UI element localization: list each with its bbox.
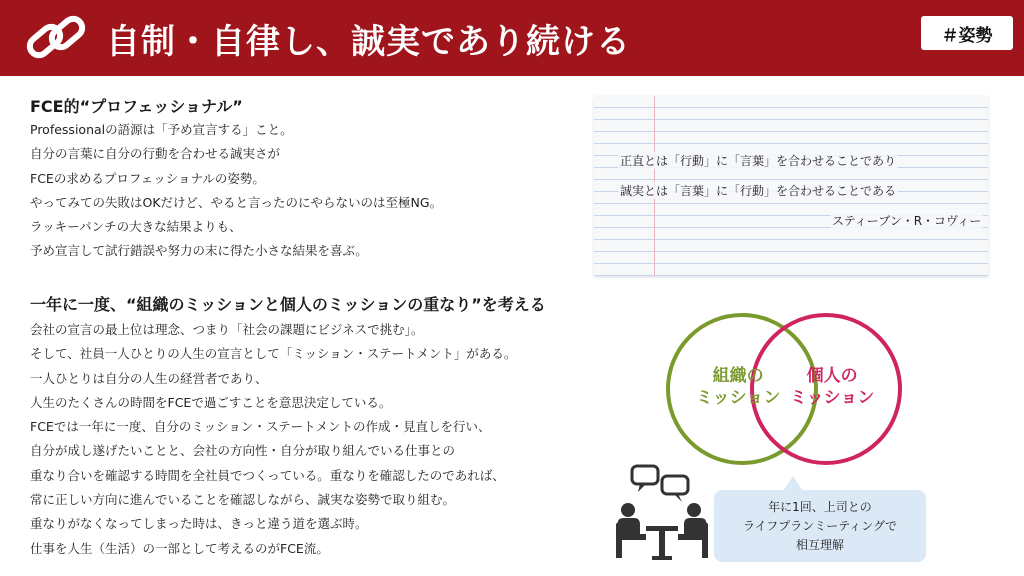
section2-line: 自分が成し遂げたいことと、会社の方向性・自分が取り組んでいる仕事との	[30, 443, 456, 459]
section1-line: Professionalの語源は「予め宣言する」こと。	[30, 122, 293, 137]
quote-line-2: 誠実とは「言葉」に「行動」を合わせることである	[620, 184, 897, 198]
meeting-line-2: ライフプランミーティングで	[742, 519, 898, 533]
section1-line: FCEの求めるプロフェッショナルの姿勢。	[30, 170, 265, 186]
section2-line: 重なり合いを確認する時間を全社員でつくっている。重なりを確認したのであれば、	[30, 467, 505, 483]
personal-mission-label-line1: 個人の	[806, 366, 858, 386]
section1-line: 予め宣言して試行錯誤や努力の末に得た小さな結果を喜ぶ。	[30, 243, 368, 259]
section2-line: 仕事を人生（生活）の一部として考えるのがFCE流。	[30, 540, 329, 556]
org-mission-label	[696, 365, 780, 409]
bubble-tail	[783, 476, 803, 491]
section2-line: そして、社員一人ひとりの人生の宣言として「ミッション・ステートメント」がある。	[30, 346, 517, 362]
section1-line: ラッキーパンチの大きな結果よりも、	[30, 219, 242, 235]
section2-line: 会社の宣言の最上位は理念、つまり「社会の課題にビジネスで挑む」。	[30, 322, 424, 337]
section1-line: やってみての失敗はOKだけど、やると言ったのにやらないのは至極NG。	[30, 194, 443, 210]
section1-line: 自分の言葉に自分の行動を合わせる誠実さが	[30, 146, 281, 162]
section1-body	[30, 118, 442, 264]
meeting-line-1: 年に1回、上司との	[768, 500, 872, 514]
header-bar	[0, 0, 1024, 76]
chain-link-icon	[22, 10, 92, 66]
venn-diagram	[660, 305, 920, 475]
section2-title: 一年に一度、“組織のミッションと個人のミッションの重なり”を考える	[30, 295, 546, 314]
quote-line-1: 正直とは「行動」に「言葉」を合わせることであり	[620, 154, 897, 168]
section2-line: 常に正しい方向に進んでいることを確認しながら、誠実な姿勢で取り組む。	[30, 492, 456, 508]
org-mission-label-line1: 組織の	[712, 366, 764, 386]
notebook-paper	[594, 96, 988, 276]
section1-title: FCE的“プロフェッショナル”	[30, 97, 243, 116]
personal-mission-label	[790, 365, 874, 409]
page-title: 自制・自律し、誠実であり続ける	[106, 22, 631, 62]
section2-line: FCEでは一年に一度、自分のミッション・ステートメントの作成・見直しを行い、	[30, 419, 491, 435]
personal-mission-label-line2: ミッション	[790, 388, 875, 408]
category-tag: ＃姿勢	[921, 16, 1013, 50]
meeting-line-3: 相互理解	[795, 538, 844, 552]
section2-line: 一人ひとりは自分の人生の経営者であり、	[30, 370, 268, 386]
meeting-people-icon	[612, 462, 712, 562]
quote-author: スティーブン・R・コヴィー	[832, 214, 982, 228]
org-mission-label-line2: ミッション	[696, 388, 781, 408]
section2-body	[30, 318, 516, 561]
section2-line: 重なりがなくなってしまった時は、きっと違う道を選ぶ時。	[30, 516, 368, 532]
section2-line: 人生のたくさんの時間をFCEで過ごすことを意思決定している。	[30, 394, 392, 410]
meeting-bubble	[714, 490, 926, 562]
